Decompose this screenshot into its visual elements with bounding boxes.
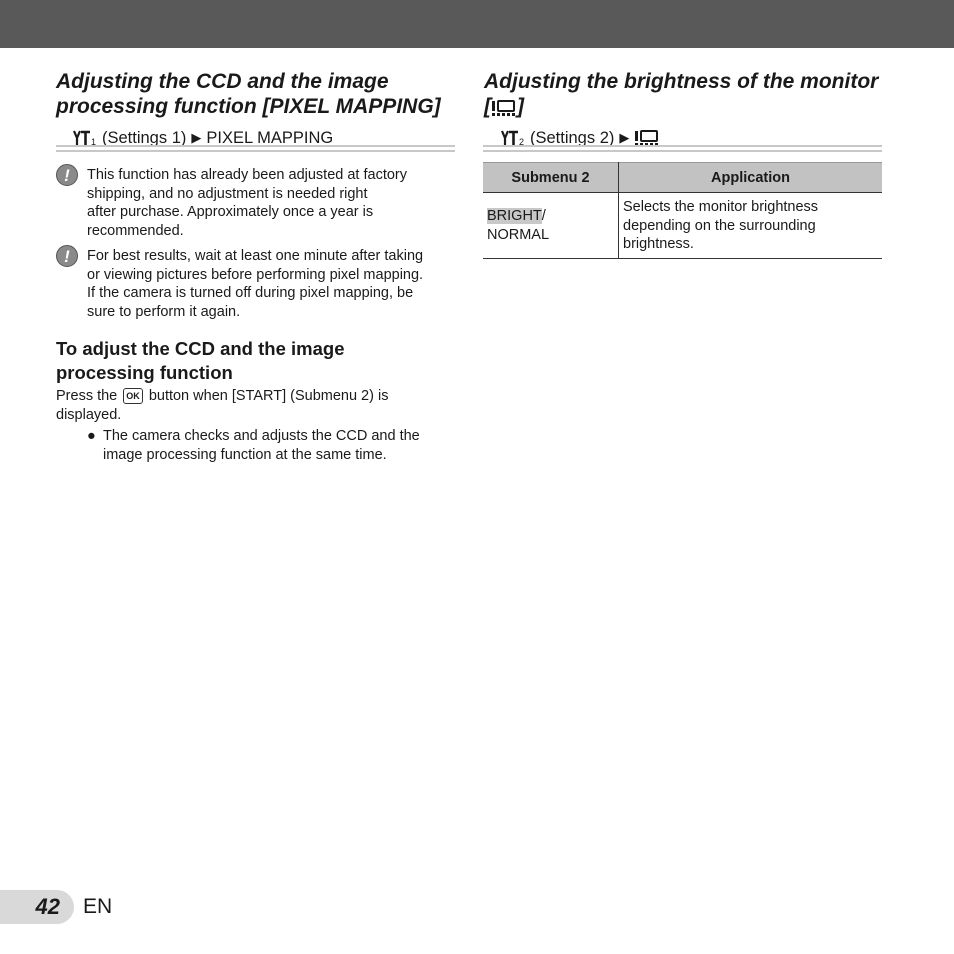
bullet-item — [87, 427, 420, 464]
subheading-line: processing function — [56, 362, 233, 383]
bullet-icon: ● — [87, 428, 96, 444]
ok-button-icon: OK — [123, 388, 143, 404]
note-line: shipping, and no adjustment is needed right — [87, 185, 368, 202]
cell-line: depending on the surrounding — [623, 217, 816, 234]
svg-text:2: 2 — [519, 137, 525, 147]
divider-rule — [56, 145, 455, 152]
subheading-adjust-ccd — [56, 337, 344, 385]
bullet-line: image processing function at the same time. — [103, 446, 387, 463]
svg-text:1: 1 — [91, 137, 97, 147]
menu-target-label: PIXEL MAPPING — [206, 129, 334, 147]
instruction-line: Press the OK button when [START] (Submenu 2) is — [56, 388, 389, 404]
instruction-line: displayed. — [56, 406, 122, 423]
note-text — [87, 247, 423, 321]
cell-line: brightness. — [623, 236, 694, 252]
note-line: If the camera is turned off during pixel mapping, be — [87, 285, 414, 301]
note-best-results — [56, 247, 451, 321]
caution-icon: ! — [56, 164, 78, 186]
option-bright: BRIGHT — [487, 208, 542, 224]
heading-line: Adjusting the brightness of the monitor — [484, 70, 879, 93]
page-number: 42 — [35, 894, 60, 919]
divider-rule — [483, 145, 882, 152]
menu-settings-label: (Settings 1) — [102, 129, 187, 147]
note-line: For best results, wait at least one minute after taking — [87, 248, 424, 264]
heading-line: [ ] — [484, 95, 524, 118]
note-line: recommended. — [87, 222, 184, 239]
note-line: after purchase. Approximately once a year is — [87, 204, 374, 220]
option-normal: NORMAL — [487, 226, 550, 243]
top-bar — [0, 0, 954, 48]
section-heading-monitor-brightness — [484, 69, 904, 119]
page-number-tab — [0, 890, 74, 924]
note-line: This function has already been adjusted at factory — [87, 167, 407, 183]
caution-icon: ! — [56, 245, 78, 267]
heading-line: Adjusting the CCD and the image — [56, 70, 389, 93]
note-text — [87, 166, 407, 240]
arrow-right-icon: ▶ — [191, 130, 202, 145]
note-factory-adjusted — [56, 166, 451, 240]
table-header-submenu: Submenu 2 — [483, 163, 619, 193]
table-row — [483, 193, 882, 259]
note-line: sure to perform it again. — [87, 303, 241, 320]
bullet-line: The camera checks and adjusts the CCD and the — [103, 428, 420, 444]
language-label: EN — [83, 895, 113, 918]
monitor-brightness-icon — [491, 98, 517, 116]
table-header-application: Application — [619, 163, 883, 193]
note-line: or viewing pictures before performing pixel mapping. — [87, 266, 424, 283]
heading-line: processing function [PIXEL MAPPING] — [56, 95, 441, 118]
section-heading-pixel-mapping — [56, 69, 466, 119]
instruction-text — [56, 387, 456, 424]
subheading-line: To adjust the CCD and the image — [56, 338, 345, 359]
menu-settings-label: (Settings 2) — [530, 129, 615, 147]
submenu-table — [483, 162, 882, 259]
table-cell-application — [619, 193, 883, 259]
arrow-right-icon: ▶ — [619, 130, 630, 145]
table-header-row — [483, 163, 882, 193]
table-cell-submenu: BRIGHT/ NORMAL — [483, 193, 619, 259]
cell-line: Selects the monitor brightness — [623, 199, 819, 215]
